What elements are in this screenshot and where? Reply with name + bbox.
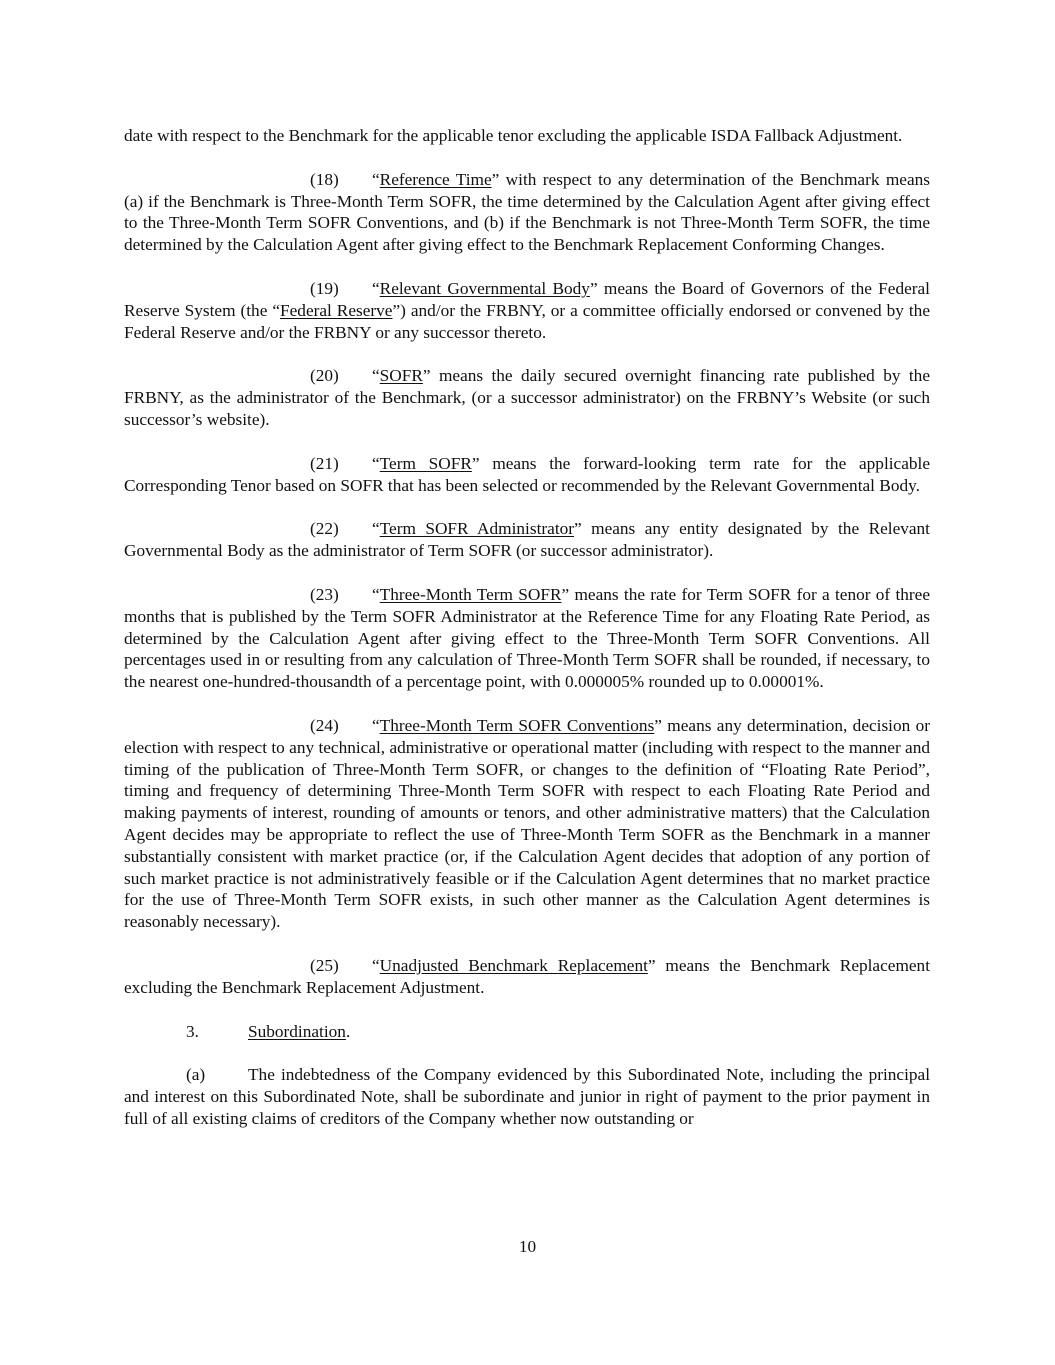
defined-term: Relevant Governmental Body bbox=[379, 278, 590, 298]
section-heading bbox=[124, 1021, 930, 1043]
defined-term: Unadjusted Benchmark Replacement bbox=[379, 955, 648, 975]
definition-number: (25) bbox=[310, 955, 339, 975]
definition-number: (20) bbox=[310, 366, 339, 386]
subsection-a bbox=[124, 1064, 930, 1129]
open-quote: “ bbox=[372, 715, 380, 735]
definition-20 bbox=[124, 365, 930, 430]
definition-number: (21) bbox=[310, 453, 339, 473]
definition-number: (18) bbox=[310, 169, 339, 189]
definition-body: ” means the rate for Term SOFR for a tenor of three months that is published by the Term SOFR Administrator at the Reference Time for any Floating Rate Period, as determined by the Calculation Agent after giving effect to the Three-Month Term SOFR Conventions. All percentages used in or resulting from any calculation of Three-Month Term SOFR shall be rounded, if necessary, to the nearest one-hundred-thousandth of a percentage point, with 0.000005% rounded up to 0.00001%. bbox=[124, 584, 930, 692]
section-number: 3. bbox=[186, 1021, 199, 1041]
open-quote: “ bbox=[372, 366, 380, 386]
defined-term: Term SOFR bbox=[379, 453, 472, 473]
page-number: 10 bbox=[518, 1237, 537, 1256]
document-page bbox=[124, 125, 930, 1130]
open-quote: “ bbox=[372, 169, 380, 189]
definition-body: ”) and/or the FRBNY, or a committee officially endorsed or convened by the Federal Reserve and/or the FRBNY or any successor thereto. bbox=[124, 300, 930, 342]
definition-22 bbox=[124, 518, 930, 562]
defined-term: Term SOFR Administrator bbox=[379, 519, 575, 539]
definition-body: ” means any determination, decision or election with respect to any technical, administrative or operational matter (including with respect to the manner and timing of the publication of Three-Month Term SOFR, or changes to the definition of “Floating Rate Period”, timing and frequency of determining Three-Month Term SOFR with respect to each Floating Rate Period and making payments of interest, rounding of amounts or tenors, and other administrative matters) that the Calculation Agent decides may be appropriate to reflect the use of Three-Month Term SOFR as the Benchmark in a manner substantially consistent with market practice (or, if the Calculation Agent decides that adoption of any portion of such market practice is not administratively feasible or if the Calculation Agent determines that no market practice for the use of Three-Month Term SOFR exists, in such other manner as the Calculation Agent determines is reasonably necessary). bbox=[124, 715, 930, 932]
section-title: Subordination bbox=[248, 1021, 346, 1041]
continuation-paragraph: date with respect to the Benchmark for the applicable tenor excluding the applicable ISDA Fallback Adjustment. bbox=[124, 126, 903, 145]
defined-term: Reference Time bbox=[379, 169, 492, 189]
open-quote: “ bbox=[372, 519, 380, 539]
definition-body: ” means the Benchmark Replacement excluding the Benchmark Replacement Adjustment. bbox=[124, 955, 930, 997]
definition-number: (19) bbox=[310, 278, 339, 298]
subsection-number: (a) bbox=[186, 1065, 206, 1085]
section-title-suffix: . bbox=[345, 1021, 351, 1041]
defined-term: Federal Reserve bbox=[280, 300, 393, 320]
definition-body: ” means the daily secured overnight financing rate published by the FRBNY, as the administrator of the Benchmark, (or a successor administrator) on the FRBNY’s Website (or such successor’s website). bbox=[124, 366, 930, 429]
definition-body: ” means the Board of Governors of the Federal Reserve System (the “ bbox=[124, 278, 930, 320]
defined-term: Three-Month Term SOFR Conventions bbox=[379, 715, 655, 735]
definition-body: ” means the forward-looking term rate for the applicable Corresponding Tenor based on SOFR that has been selected or recommended by the Relevant Governmental Body. bbox=[124, 453, 931, 495]
defined-term: Three-Month Term SOFR bbox=[379, 584, 562, 604]
definition-19 bbox=[124, 278, 930, 343]
definition-18 bbox=[124, 169, 930, 256]
defined-term: SOFR bbox=[379, 366, 423, 386]
open-quote: “ bbox=[372, 584, 380, 604]
definition-body: ” with respect to any determination of the Benchmark means (a) if the Benchmark is Three-Month Term SOFR, the time determined by the Calculation Agent after giving effect to the Three-Month Term SOFR Conventions, and (b) if the Benchmark is not Three-Month Term SOFR, the time determined by the Calculation Agent after giving effect to the Benchmark Replacement Conforming Changes. bbox=[124, 169, 930, 255]
open-quote: “ bbox=[372, 278, 380, 298]
open-quote: “ bbox=[372, 955, 380, 975]
definition-21 bbox=[124, 453, 930, 497]
definition-body: ” means any entity designated by the Relevant Governmental Body as the administrator of Term SOFR (or successor administrator). bbox=[124, 519, 930, 561]
definition-number: (24) bbox=[310, 715, 339, 735]
definition-number: (22) bbox=[310, 519, 339, 539]
definition-number: (23) bbox=[310, 584, 339, 604]
definition-24 bbox=[124, 715, 930, 933]
subsection-text: The indebtedness of the Company evidenced by this Subordinated Note, including the principal and interest on this Subordinated Note, shall be subordinate and junior in right of payment to the prior payment in full of all existing claims of creditors of the Company whether now outstanding or bbox=[124, 1065, 930, 1128]
open-quote: “ bbox=[372, 453, 380, 473]
definition-23 bbox=[124, 584, 930, 693]
definition-25 bbox=[124, 955, 930, 999]
